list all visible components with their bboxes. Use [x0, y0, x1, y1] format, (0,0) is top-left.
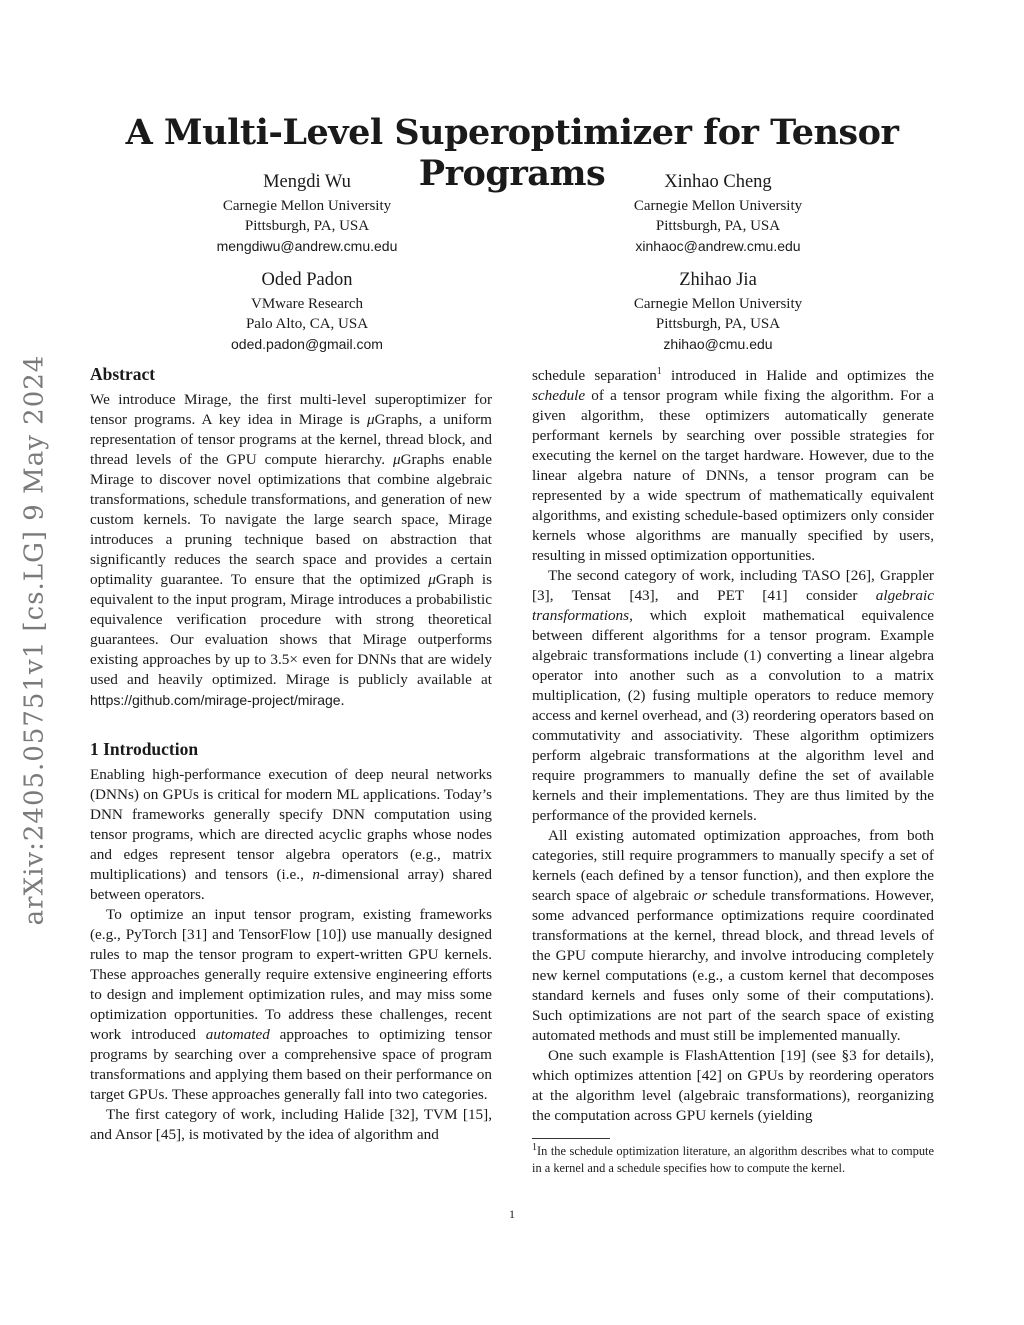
- arxiv-stamp: [4, 350, 64, 930]
- author-block: [568, 170, 868, 256]
- footnote: $^1$In the schedule optimization literature, an algorithm describes what to compute in a kernel and a schedule specifies how to compute the kernel.: [532, 1141, 934, 1175]
- paragraph: All existing automated optimization approaches, from both categories, still require programmers to manually specify a set of kernels (each defined by a tensor function), and then explore the search space of algebraic or schedule transformations. However, some advanced performance optimizations require coordinated transformations at the kernel, thread block, and thread levels of the GPU compute hierarchy, and involve introducing completely new kernel computations (e.g., a custom kernel that decomposes standard kernels and fuses only some of their computations). Such optimizations are not part of the search space of existing automated methods and must still be implemented manually.: [532, 827, 935, 1044]
- paragraph: schedule separation$^1$ introduced in Halide and optimizes the schedule of a tensor program while fixing the algorithm. For a given algorithm, these optimizers automatically generate performant kernels by searching over possible strategies for executing the kernel on the target hardware. However, due to the linear algebra nature of DNNs, a tensor program can be represented by a wide spectrum of mathematically equivalent algorithms, and existing schedule-based optimizers only consider kernels whose algorithms are manually specified by users, resulting in missed optimization opportunities.: [532, 365, 935, 564]
- paragraph: The first category of work, including Halide [32], TVM [15], and Ansor [45], is motivated by the idea of algorithm and: [90, 1106, 492, 1143]
- author-name: Mengdi Wu: [263, 172, 351, 192]
- abstract-heading: Abstract: [90, 364, 156, 384]
- page-number: 1: [509, 1207, 515, 1221]
- author-email[interactable]: xinhaoc@andrew.cmu.edu: [635, 238, 801, 254]
- arxiv-id: arXiv:2405.05751v1 [cs.LG] 9 May 2024: [19, 354, 49, 926]
- footnote-rule: [532, 1138, 610, 1139]
- left-column: [90, 362, 492, 1145]
- author-email[interactable]: zhihao@cmu.edu: [663, 336, 773, 352]
- paragraph: The second category of work, including TASO [26], Grappler [3], Tensat [43], and PET [41] consider algebraic transformations, which exploit mathematical equivalence between different algorithms for a tensor program. Example algebraic transformations include (1) converting a linear algebra operator into another such as a convolution to a matrix multiplication, (2) fusing multiple operators to reduce memory access and kernel overhead, and (3) reordering operators based on commutativity and associativity. These algorithm optimizers perform algebraic transformations at the algorithm level and require programmers to manually define the set of available kernels and their implementations. They are thus limited by the performance of the provided kernels.: [532, 567, 934, 824]
- author-affiliation: Carnegie Mellon University: [633, 296, 803, 312]
- abstract-text: We introduce Mirage, the first multi-level superoptimizer for tensor programs. A key idea in Mirage is μGraphs, a uniform representation of tensor programs at the kernel, thread block, and thread levels of the GPU compute hierarchy. μGraphs enable Mirage to discover novel optimizations that combine algebraic transformations, schedule transformations, and generation of new custom kernels. To navigate the large search space, Mirage introduces a pruning technique based on abstraction that significantly reduces the search space and provides a certain optimality guarantee. To ensure that the optimized μGraph is equivalent to the input program, Mirage introduces a probabilistic equivalence verification procedure with strong theoretical guarantees. Our evaluation shows that Mirage outperforms existing approaches by up to 3.5× even for DNNs that are widely used and heavily optimized. Mirage is publicly available at https://github.com/mirage-project/mirage.: [90, 391, 493, 709]
- author-name: Oded Padon: [261, 270, 353, 290]
- paragraph: Enabling high-performance execution of deep neural networks (DNNs) on GPUs is critical for modern ML applications. Today’s DNN frameworks generally specify DNN computation using tensor programs, which are directed acyclic graphs whose nodes and edges represent tensor algebra operators (e.g., matrix multiplications) and tensors (i.e., n-dimensional array) shared between operators.: [90, 766, 492, 903]
- introduction-heading: 1 Introduction: [90, 739, 199, 759]
- author-block: [157, 170, 457, 256]
- author-email[interactable]: mengdiwu@andrew.cmu.edu: [216, 238, 398, 254]
- author-name: Zhihao Jia: [679, 270, 757, 290]
- paragraph: One such example is FlashAttention [19] (see §3 for details), which optimizes attention [42] on GPUs by reordering operators at the algorithm level (algebraic transformations), reorganizing the computation across GPU kernels (yielding: [532, 1047, 934, 1124]
- author-name: Xinhao Cheng: [664, 172, 772, 192]
- footnote-ref[interactable]: 1: [656, 365, 662, 377]
- paragraph: To optimize an input tensor program, existing frameworks (e.g., PyTorch [31] and TensorFlow [10]) use manually designed rules to map the tensor program to expert-written GPU kernels. These approaches generally require extensive engineering efforts to design and implement optimization rules, and may miss some optimization opportunities. To address these challenges, recent work introduced automated approaches to optimizing tensor programs by searching over a comprehensive space of program transformations and applying them based on their performance on target GPUs. These approaches generally fall into two categories.: [90, 906, 492, 1103]
- author-location: Pittsburgh, PA, USA: [655, 316, 781, 332]
- author-block: [568, 268, 868, 354]
- right-column: [532, 366, 934, 1177]
- author-location: Pittsburgh, PA, USA: [244, 218, 370, 234]
- author-location: Pittsburgh, PA, USA: [655, 218, 781, 234]
- author-affiliation: Carnegie Mellon University: [222, 198, 392, 214]
- paper-title: A Multi-Level Superoptimizer for Tensor Programs: [125, 112, 899, 194]
- author-affiliation: Carnegie Mellon University: [633, 198, 803, 214]
- author-affiliation: VMware Research: [250, 296, 364, 312]
- author-location: Palo Alto, CA, USA: [245, 316, 369, 332]
- author-block: [157, 268, 457, 354]
- repo-link[interactable]: https://github.com/mirage-project/mirage: [90, 692, 341, 708]
- author-email[interactable]: oded.padon@gmail.com: [231, 336, 383, 352]
